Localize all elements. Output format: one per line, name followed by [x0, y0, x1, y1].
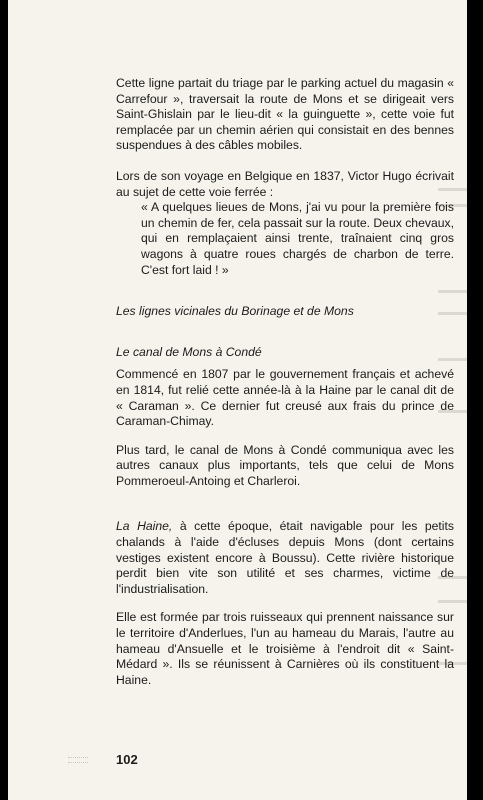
paragraph-canal-communication: Plus tard, le canal de Mons à Condé communiqua avec les autres canaux plus importants, tels que celui de Mons Pommeroeul-Antoing et Charleroi.: [116, 442, 454, 488]
page-body-text: [116, 76, 454, 688]
book-page: [8, 0, 467, 800]
la-haine-text: à cette époque, était navigable pour les petits chalands à l'aide d'écluses depuis Mons (dont certains vestiges existent encore à Boussu). Cette rivière historique perdit bien vite son utilité et ses charmes, victime de l'industrialisation.: [116, 519, 454, 596]
paragraph-haine-sources: Elle est formée par trois ruisseaux qui prennent naissance sur le territoire d'Anderlues, l'un au hameau du Marais, l'autre au hameau d'Ansuelle et le troisième à l'endroit dit « Saint-Médard ». Ils se réunissent à Carnières où ils constituent la Haine.: [116, 610, 454, 687]
la-haine-italic: La Haine,: [116, 519, 173, 534]
victor-hugo-quote: « A quelques lieues de Mons, j'ai vu pour la première fois un chemin de fer, cela passait sur la route. Deux chevaux, qui en remplaçaient ainsi trente, traînaient cinq gros wagons à quatre roues chargés de charbon de terre. C'est fort laid ! »: [141, 200, 454, 277]
paragraph-victor-hugo: Lors de son voyage en Belgique en 1837, Victor Hugo écrivait au sujet de cette voie ferrée :: [116, 168, 454, 199]
paragraph-parking-carrefour: Cette ligne partait du triage par le parking actuel du magasin « Carrefour », traversait la route de Mons et se dirigeait vers Saint-Ghislain par le lieu-dit « la guinguette », cette voie fut remplacée par un chemin aérien qui consistait en des bennes suspendues à des câbles mobiles.: [116, 76, 454, 153]
section-heading-lignes-vicinales: Les lignes vicinales du Borinage et de Mons: [116, 304, 354, 319]
page-number: 102: [116, 752, 138, 767]
paragraph-la-haine: [116, 519, 454, 597]
section-heading-canal: Le canal de Mons à Condé: [116, 344, 262, 359]
paragraph-canal-history: Commencé en 1807 par le gouvernement français et achevé en 1814, fut relié cette année-là à la Haine par le canal dit de « Caraman ». Ce dernier fut creusé aux frais du prince de Caraman-Chimay.: [116, 367, 454, 429]
show-through-marks: [68, 757, 88, 763]
